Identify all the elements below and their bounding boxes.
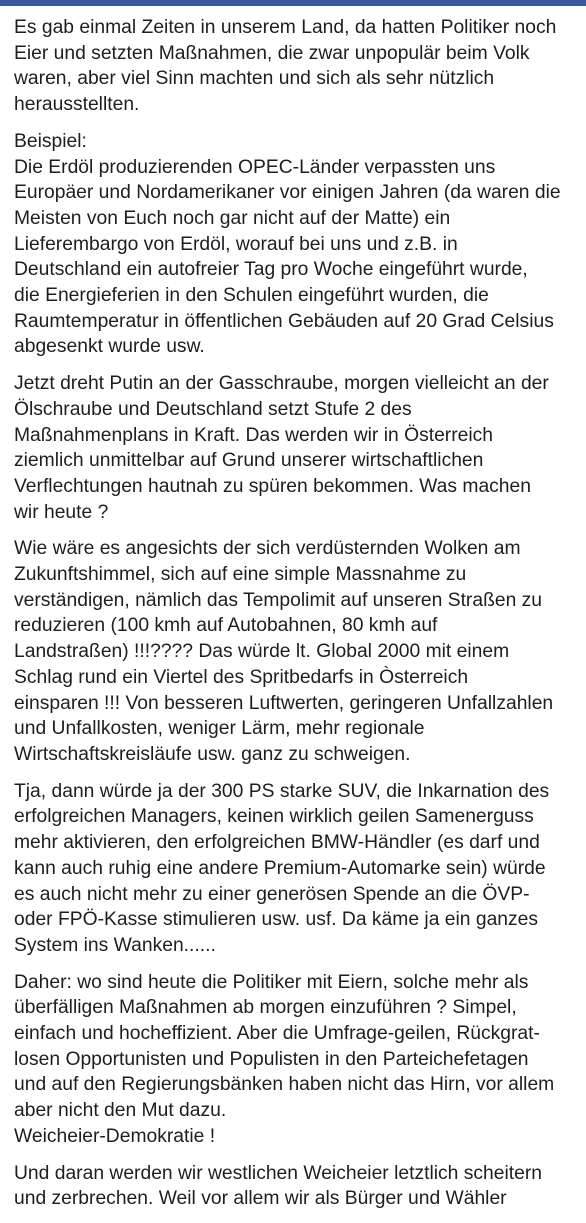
paragraph-3: Jetzt dreht Putin an der Gasschraube, morgen vielleicht an der Ölschraube und Deutschland setzt Stufe 2 des Maßnahmenplans in Kraft. Das werden wir in Österreich ziemlich unmittelbar auf Grund unserer wirtschaftlichen Verflechtungen hautnah zu spüren bekommen. Was machen wir heute ? (14, 373, 549, 523)
paragraph-6: Daher: wo sind heute die Politiker mit Eiern, solche mehr als überfälligen Maßnahmen ab morgen einzuführen ? Simpel, einfach und hocheffizient. Aber die Umfrage-geilen, Rückgrat- losen Opportunisten und Populisten in den Parteichefetagen und auf den Regierungsbänken haben nicht das Hirn, vor allem aber nicht den Mut dazu. Weicheier-Demokratie ! (14, 971, 555, 1147)
top-bar (0, 0, 586, 6)
paragraph-1: Es gab einmal Zeiten in unserem Land, da hatten Politiker noch Eier und setzten Maßnahmen, die zwar unpopulär beim Volk waren, aber viel Sinn machten und sich als sehr nützlich herausstellten. (14, 17, 557, 116)
paragraph-2: Beispiel: Die Erdöl produzierenden OPEC-Länder verpassten uns Europäer und Nordamerikaner vor einigen Jahren (da waren die Meisten von Euch noch gar nicht auf der Matte) ein Lieferembargo von Erdöl, worauf bei uns und z.B. in Deutschland ein autofreier Tag pro Woche eingeführt wurde, die Energieferien in den Schulen eingeführt wurden, die Raumtemperatur in öffentlichen Gebäuden auf 20 Grad Celsius abgesenkt wurde usw. (14, 130, 561, 358)
post-text (14, 15, 576, 1223)
paragraph-7: Und daran werden wir westlichen Weicheier letztlich scheitern und zerbrechen. Weil vor allem wir als Bürger und Wähler (14, 1162, 542, 1210)
paragraph-4: Wie wäre es angesichts der sich verdüsternden Wolken am Zukunftshimmel, sich auf eine simple Massnahme zu verständigen, nämlich das Tempolimit auf unseren Straßen zu reduzieren (100 kmh auf Autobahnen, 80 kmh auf Landstraßen) !!!???? Das würde lt. Global 2000 mit einem Schlag rund ein Viertel des Spritbedarfs in Òsterreich einsparen !!! Von besseren Luftwerten, geringeren Unfallzahlen und Unfallkosten, weniger Lärm, mehr regionale Wirtschaftskreisläufe usw. ganz zu schweigen. (14, 538, 554, 765)
paragraph-5: Tja, dann würde ja der 300 PS starke SUV, die Inkarnation des erfolgreichen Managers, keinen wirklich geilen Samenerguss mehr aktivieren, den erfolgreichen BMW-Händler (es darf und kann auch ruhig eine andere Premium-Automarke sein) würde es auch nicht mehr zu einer generösen Spende an die ÖVP- oder FPÖ-Kasse stimulieren usw. usf. Da käme ja ein ganzes System ins Wanken...... (14, 780, 550, 956)
